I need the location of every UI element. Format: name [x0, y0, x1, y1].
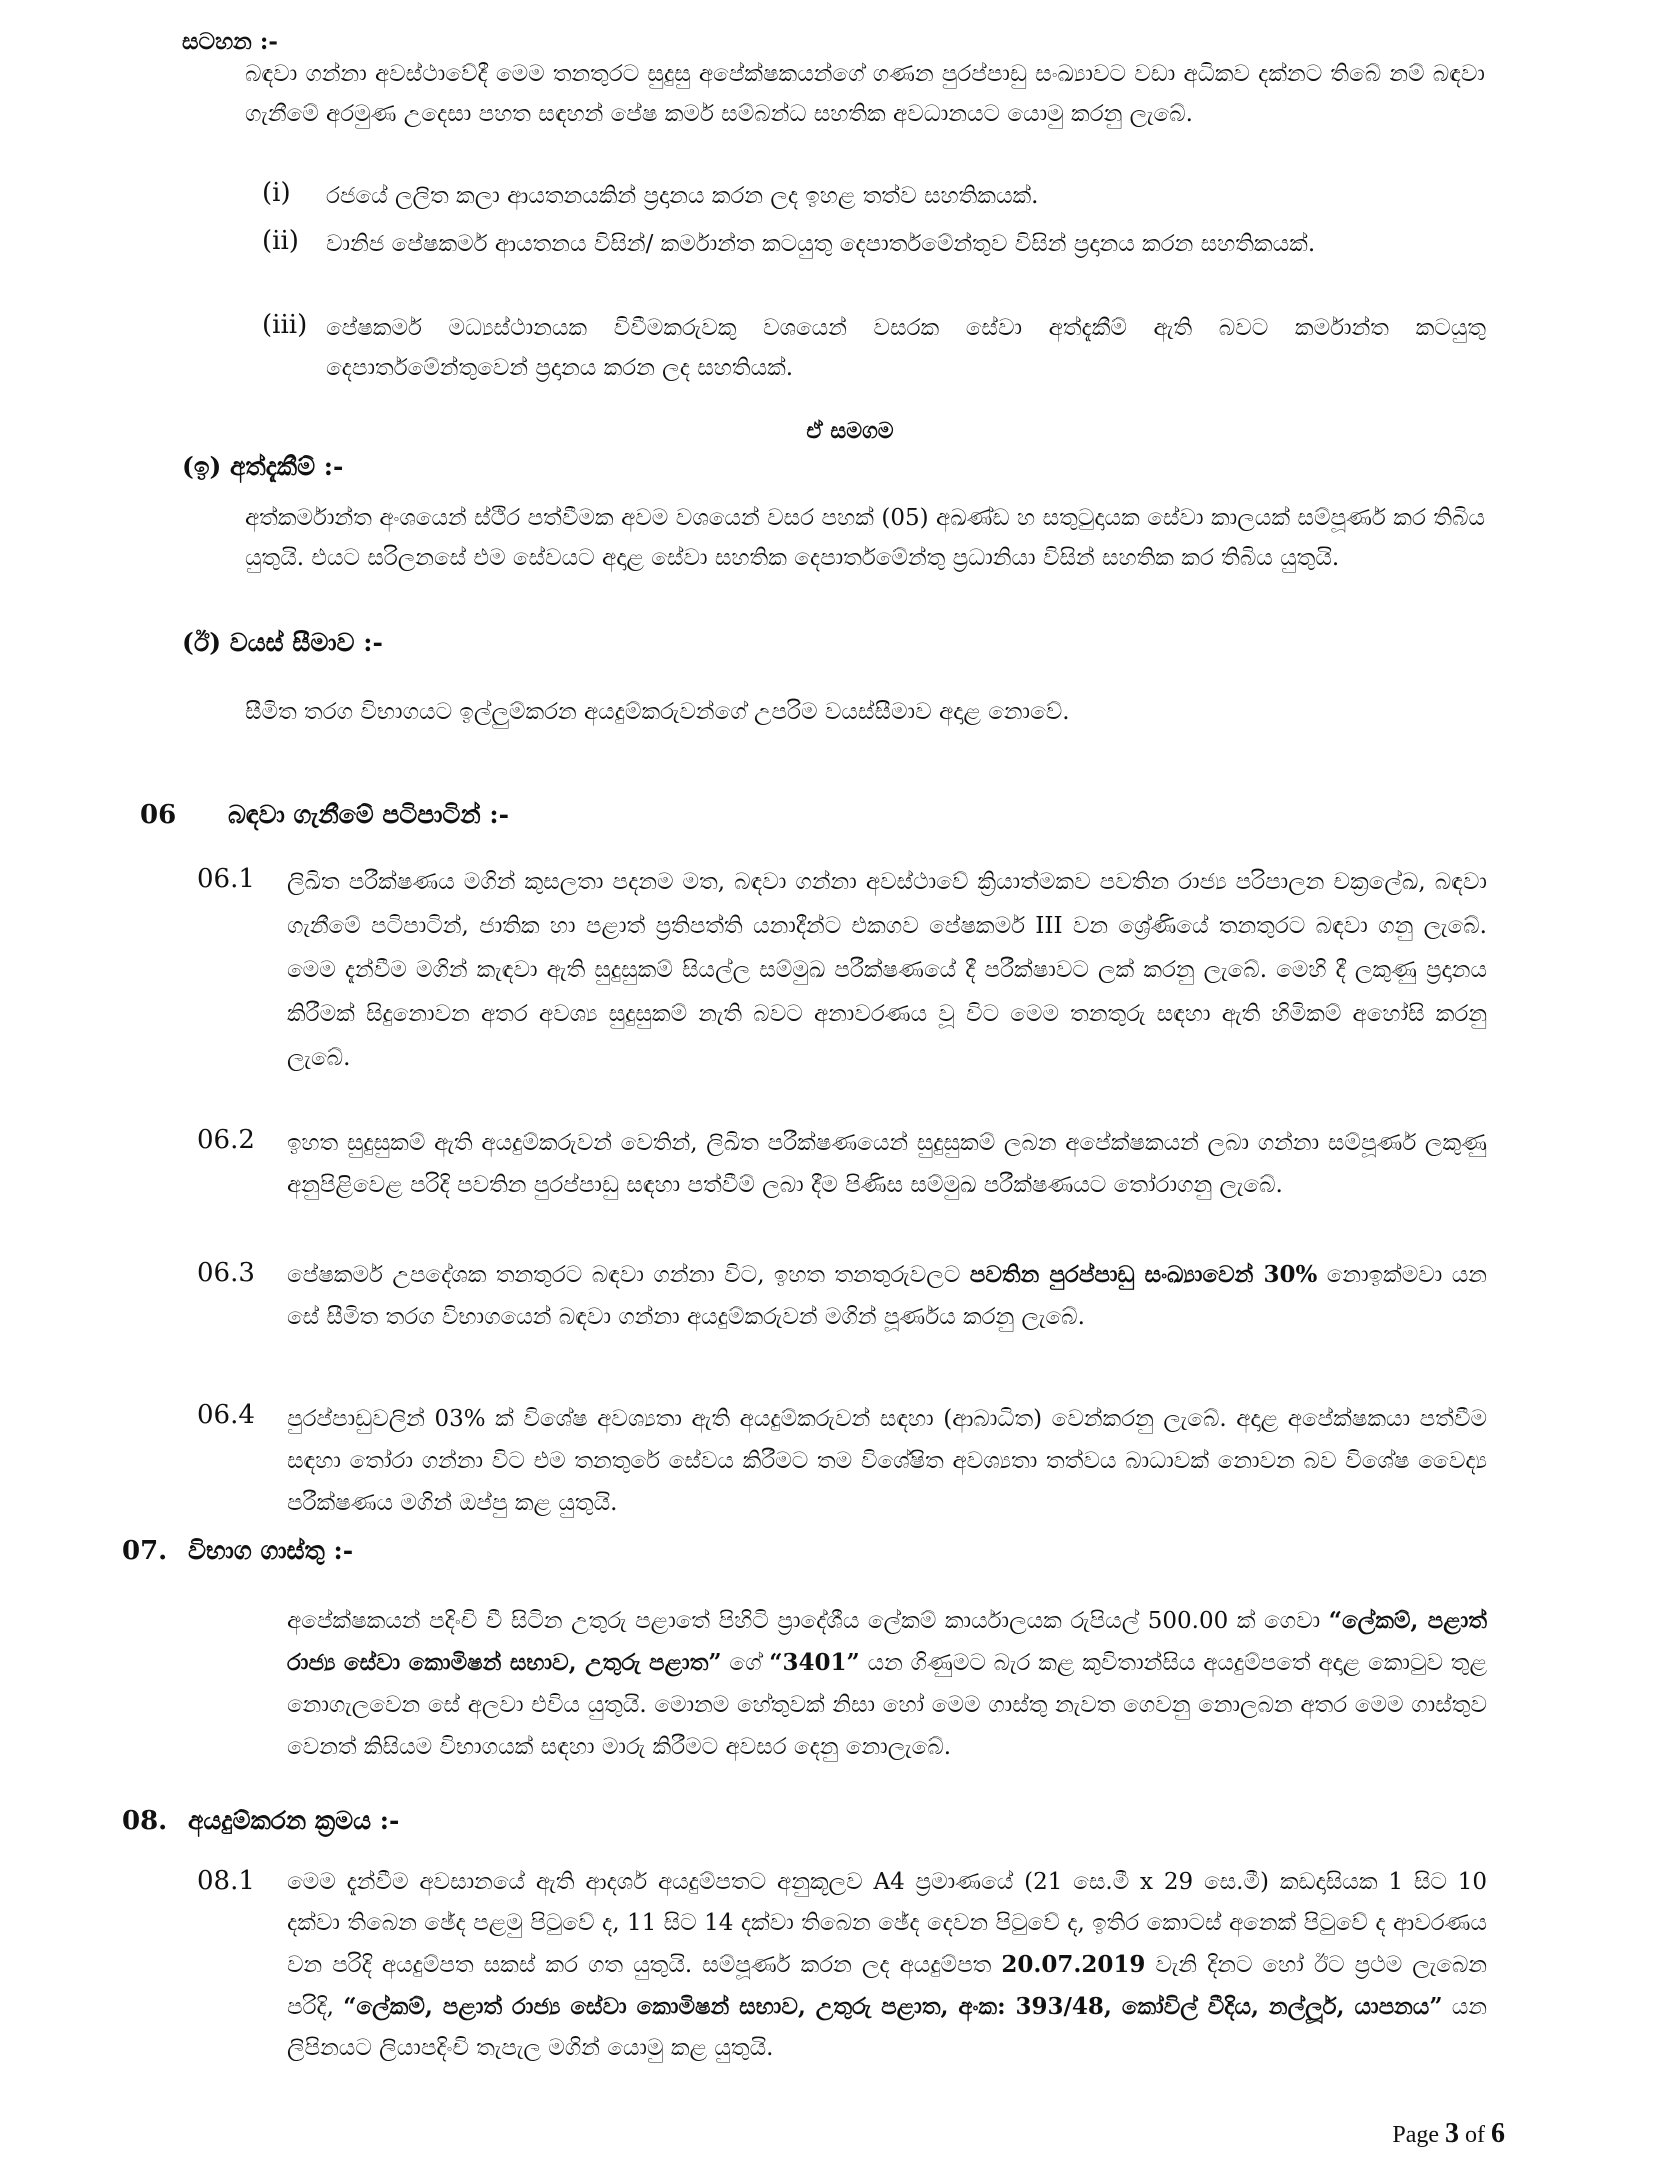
- page-footer: [1392, 2118, 1505, 2150]
- together-heading: ඒ සමගම: [806, 418, 894, 444]
- section06-item-text: ඉහත සුදුසුකම් ඇති අයදුම්කරුවන් වෙතින්, ලිඛිත පරීක්ෂණයෙන් සුදුසුකම් ලබන අපේක්ෂකයන් ලබා ගන්නා සම්පූර්ණ ලකුණු අනුපිළිවෙළ පරිදි පවතින පුරප්පාඩු සඳහා පත්වීම් ලබා දීම පිණිස සම්මුඛ පරීක්ෂණයට තෝරාගනු ලැබේ.: [287, 1130, 1487, 1198]
- section06-item-num: 06.3: [197, 1258, 255, 1288]
- section07-text: [287, 1600, 1487, 1768]
- section06-item-num: 06.1: [197, 864, 255, 894]
- section08-post: යන ලිපිනයට ලියාපදිංචි තැපැල මගින් යොමු කළ යුතුයි.: [287, 1994, 1488, 2061]
- section08-pre: මෙම දැන්වීම අවසානයේ ඇති ආදර්ශ අයදුම්පතට අනුකූලව A4 ප්‍රමාණයේ (21 සෙ.මී x 29 සෙ.මී) කඩදාසියක 1 සිට 10 දක්වා තිබෙන ඡේද පළමු පිටුවේ ද, 11 සිට 14 දක්වා තිබෙන ඡේද දෙවන පිටුවේ ද, ඉතිර කොටස් අනෙක් පිටුවේ ද ආවරණය වන පරිදි අයදුම්පත සකස් කර ගත යුතුයි. සම්පූර්ණ කරන ලද අයදුම්පත: [287, 1869, 1487, 1978]
- page-number: 3: [1445, 2118, 1459, 2149]
- section06-item-text: ලිඛිත පරීක්ෂණය මගින් කුසලතා පදනම මත, බඳවා ගන්නා අවස්ථාවේ ක්‍රියාත්මකව පවතින රාජ්‍ය පරිපාලන චක්‍රලේඛ, බඳවා ගැනීමේ පටිපාටින්, ජාතික හා පළාත් ප්‍රතිපත්ති යනාදීන්ට එකගව පේෂකර්ම III වන ශ්‍රේණියේ තනතුරට බඳවා ගනු ලැබේ. මෙම දැන්වීම මගින් කැඳවා ඇති සුදුසුකම් සියල්ල සම්මුඛ පරීක්ෂණයේ දී පරීක්ෂාවට ලක් කරනු ලැබේ. මෙහි දී ලකුණු ප්‍රදානය කිරීමක් සිදුනොවන අතර අවශ්‍ය සුදුසුකම් නැති බවට අනාවරණය වූ විට මෙම තනතුරු සඳහා ඇති හිමිකම් අහෝසි කරනු ලැබේ.: [287, 869, 1487, 1071]
- note-item-num: (i): [262, 178, 291, 208]
- note-item-text: රජයේ ලලිත කලා ආයතනයකින් ප්‍රදානය කරන ලද ඉහළ තත්ව සහතිකයක්.: [326, 183, 1039, 209]
- section06-item-num: 06.2: [197, 1125, 255, 1155]
- page-word: Page: [1392, 2122, 1439, 2148]
- section08-title: අයදුම්කරන ක්‍රමය :-: [188, 1806, 400, 1835]
- note-item-text: පේෂකර්ම මධ්‍යස්ථානයක විවීමකරුවකු වශයෙන් වසරක සේවා අත්දැකීම් ඇති බවට කර්මාන්ත කටයුතු දෙපාර්තමේන්තුවෙන් ප්‍රදානය කරන ලද සහතියක්.: [326, 315, 1486, 381]
- note-text: බඳවා ගන්නා අවස්ථාවේදී මෙම තනතුරට සුදුසු අපේක්ෂකයන්ගේ ගණන පුරප්පාඩු සංඛ්‍යාවට වඩා අධිකව දක්නට තිබේ නම් බඳවා ගැනීමේ අරමුණ උදෙසා පහත සඳහන් පේෂ කර්ම සම්බන්ධ සහතික අවධානයට යොමු කරනු ලැබේ.: [245, 61, 1485, 127]
- section07-account-name: “ලේකම්, පළාත් රාජ්‍ය සේවා කොමිෂන් සභාව, උතුරු පළාත”: [287, 1607, 1487, 1676]
- experience-title: (ඉ) අත්දැකීම් :-: [182, 452, 344, 481]
- item-text-pre: පේෂකර්ම උපදේශක තනතුරට බඳවා ගන්නා විට, ඉහත තනතුරුවලට: [287, 1262, 961, 1288]
- note-item-num: (iii): [262, 310, 308, 340]
- section08-num: 08.: [122, 1806, 168, 1836]
- note-item-num: (ii): [262, 226, 299, 256]
- item-text-bold: පවතින පුරප්පාඩු සංඛ්‍යාවෙන් 30%: [969, 1261, 1318, 1288]
- section07-mid: ගේ: [729, 1650, 762, 1676]
- section06-title: බඳවා ගැනීමේ පටිපාටින් :-: [228, 800, 510, 829]
- section07-post: යන ගිණුමට බැර කළ කුවිතාන්සිය අයදුම්පතේ අදාළ කොටුව තුළ නොගැලවෙන සේ අලවා එවිය යුතුයි. මොනම හේතුවක් නිසා හෝ මෙම ගාස්තු නැවත ගෙවනු නොලබන අතර මෙම ගාස්තුව වෙනත් කිසියම විභාගයක් සඳහා මාරු කිරීමට අවසර දෙනු නොලැබේ.: [287, 1650, 1488, 1760]
- page-total: 6: [1491, 2118, 1505, 2149]
- section08-address: “ලේකම්, පළාත් රාජ්‍ය සේවා කොමිෂන් සභාව, උතුරු පළාත, අංක: 393/48, කෝවිල් වීදිය, නල්ලූර්, යාපනය”: [343, 1993, 1443, 2020]
- section06-item-text: [287, 1254, 1487, 1338]
- experience-text: අත්කර්මාන්ත අංශයෙන් ස්ථිර පත්වීමක අවම වශයෙන් වසර පහක් (05) අඛණ්ඩ හ සතුටුදායක සේවා කාලයක් සම්පූර්ණ කර තිබිය යුතුයි. එයට සරිලනසේ එම සේවයට අදාළ සේවා සහතික දෙපාර්තමේන්තු ප්‍රධානියා විසින් සහතික කර තිබිය යුතුයි.: [245, 505, 1485, 571]
- item-text-post: නොඉක්මවා යන සේ සීමිත තරග විභාගයෙන් බඳවා ගන්නා අයදුම්කරුවන් මගින් පූර්ණය කරනු ලැබේ.: [287, 1262, 1487, 1330]
- section08-mid: වැනි දිනට හෝ ඊට ප්‍රථම ලැබෙන පරිදි,: [287, 1952, 1488, 2020]
- section07-num: 07.: [122, 1536, 168, 1566]
- section06-item-num: 06.4: [197, 1400, 255, 1430]
- age-title: (ඊ) වයස් සීමාව :-: [182, 628, 383, 657]
- section08-date: 20.07.2019: [1001, 1951, 1146, 1978]
- section08-item-text: [287, 1862, 1487, 2069]
- section07-pre: අපේක්ෂකයන් පදිංචි වී සිටින උතුරු පළාතේ පිහිටි ප්‍රාදේශීය ලේකම් කාර්යාලයක රුපියල් 500.00 ක් ගෙවා: [287, 1608, 1321, 1634]
- section06-item-text: පුරප්පාඩුවලින් 03% ක් විශේෂ අවශ්‍යතා ඇති අයදුම්කරුවන් සඳහා (ආබාධිත) වෙන්කරනු ලැබේ. අදාළ අපේක්ෂකයා පත්වීම සඳහා තෝරා ගන්නා විට එම තනතුරේ සේවය කිරීමට තම විශේෂිත අවශ්‍යතා තත්වය බාධාවක් නොවන බව විශේෂ වෛද්‍ය පරීක්ෂණය මගින් ඔප්පු කළ යුතුයි.: [287, 1406, 1487, 1516]
- note-item-text: වානිජ පේෂකර්ම ආයතනය විසින්/ කර්මාන්ත කටයුතු දෙපාර්තමේන්තුව විසින් ප්‍රදානය කරන සහතිකයක්.: [326, 231, 1316, 257]
- note-title: සටහන :-: [182, 28, 278, 55]
- section06-num: 06: [140, 800, 177, 830]
- section08-item-num: 08.1: [197, 1866, 255, 1896]
- section07-account-number: “3401”: [769, 1649, 860, 1676]
- age-text: සීමිත තරග විභාගයට ඉල්ලුම්කරන අයදුම්කරුවන්ගේ උපරිම වයස්සීමාව අදාළ නොවේ.: [245, 699, 1070, 725]
- of-word: of: [1465, 2122, 1485, 2148]
- section07-title: විභාග ගාස්තු :-: [188, 1536, 354, 1565]
